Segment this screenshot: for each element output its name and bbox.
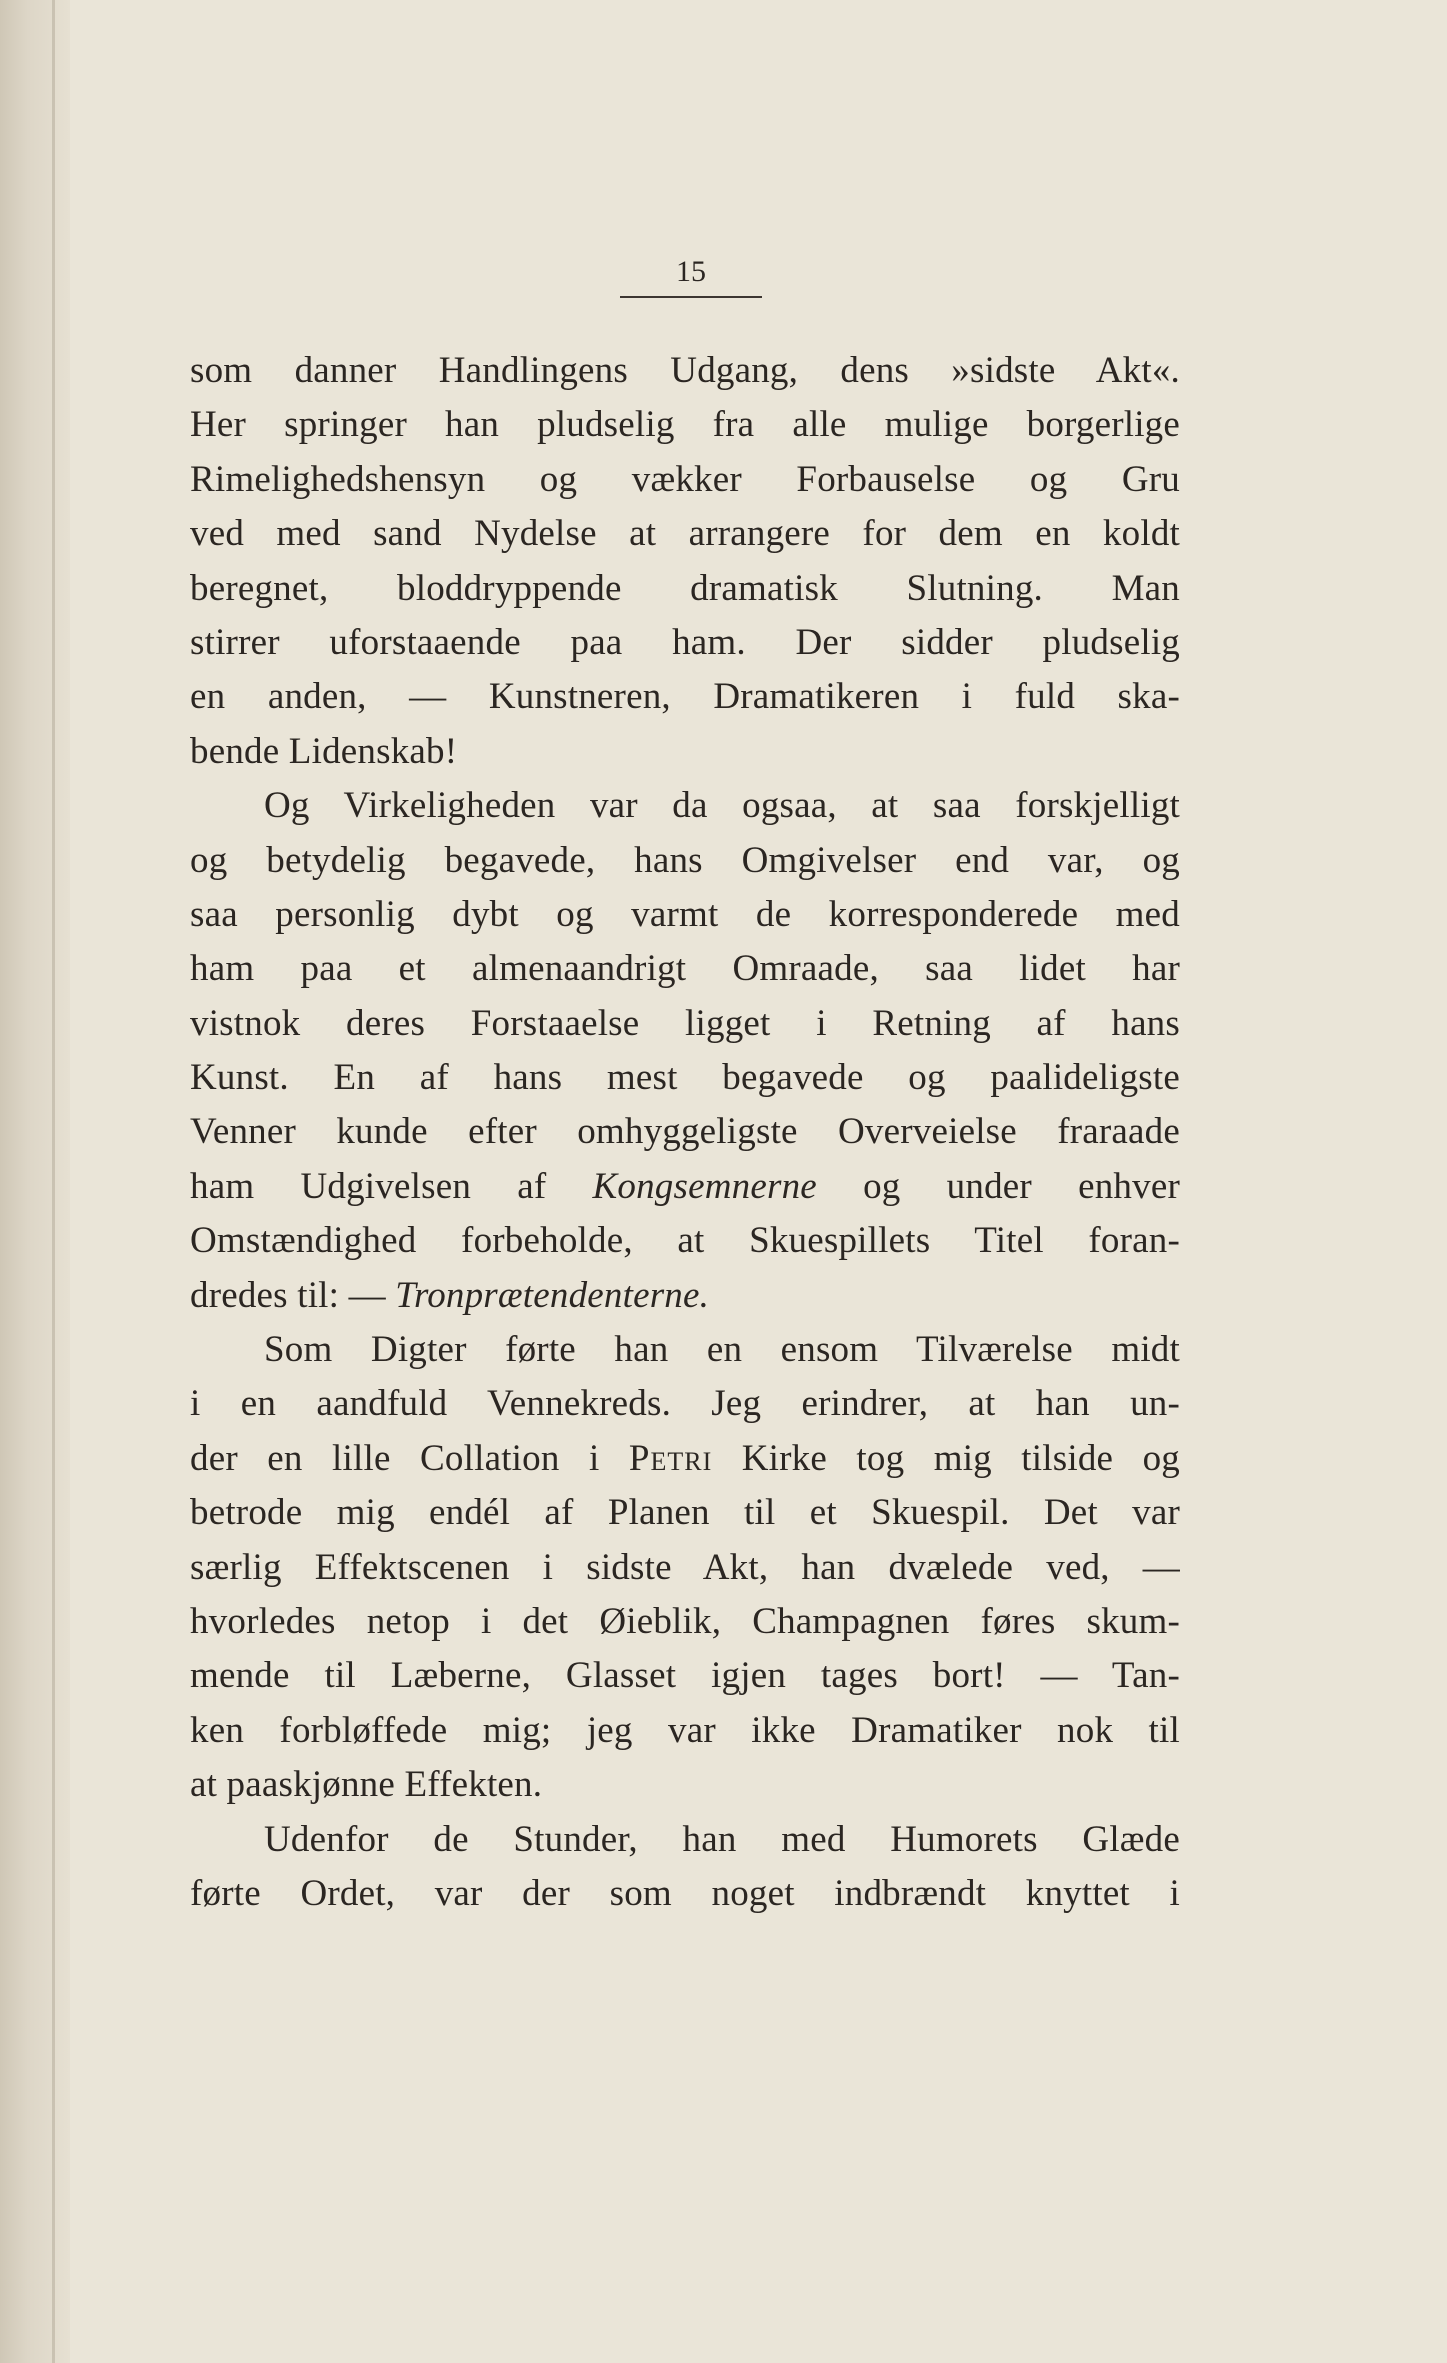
text-run: Og Virkeligheden var da ogsaa, at saa forskjelligt — [264, 785, 1180, 827]
text-line — [190, 725, 1180, 779]
text-run: beregnet, bloddryppende dramatisk Slutning. Man — [190, 567, 1180, 609]
text-line — [190, 1214, 1180, 1268]
text-run: at paaskjønne Effekten. — [190, 1764, 543, 1806]
text-run: Her springer han pludselig fra alle mulige borgerlige — [190, 404, 1180, 446]
text-run: hvorledes netop i det Øieblik, Champagnen føres skum- — [190, 1600, 1180, 1642]
text-line — [190, 1649, 1180, 1703]
text-run: Udenfor de Stunder, han med Humorets Glæde — [264, 1818, 1180, 1860]
text-line — [190, 1432, 1180, 1486]
text-run: dredes til: — — [190, 1274, 396, 1316]
text-line — [190, 344, 1180, 398]
text-run: og under enhver — [816, 1165, 1180, 1207]
text-line — [190, 670, 1180, 724]
page-number: 15 — [676, 255, 706, 288]
small-caps-name: Petri — [628, 1437, 713, 1479]
text-run: og betydelig begavede, hans Omgivelser end var, og — [190, 839, 1180, 881]
text-run: førte Ordet, var der som noget indbrændt knyttet i — [190, 1872, 1180, 1914]
text-line — [190, 779, 1180, 833]
text-run: ken forbløffede mig; jeg var ikke Dramatiker nok til — [190, 1709, 1180, 1751]
text-run: i en aandfuld Vennekreds. Jeg erindrer, at han un- — [190, 1383, 1180, 1425]
text-run: vistnok deres Forstaaelse ligget i Retning af hans — [190, 1002, 1180, 1044]
binding-edge — [52, 0, 55, 2363]
text-line — [190, 453, 1180, 507]
text-line — [190, 1105, 1180, 1159]
text-line — [190, 1160, 1180, 1214]
text-run: ham paa et almenaandrigt Omraade, saa lidet har — [190, 948, 1180, 990]
text-run: en anden, — Kunstneren, Dramatikeren i fuld ska- — [190, 676, 1180, 718]
text-line — [190, 1704, 1180, 1758]
header-rule — [620, 296, 762, 298]
text-line — [190, 888, 1180, 942]
text-line — [190, 616, 1180, 670]
text-run: som danner Handlingens Udgang, dens »sidste Akt«. — [190, 350, 1180, 391]
text-run: Rimelighedshensyn og vækker Forbauselse og Gru — [190, 458, 1180, 500]
text-line — [190, 1867, 1180, 1921]
text-line — [190, 1758, 1180, 1812]
text-line — [190, 1051, 1180, 1105]
body-text — [190, 344, 1180, 1921]
text-line — [190, 1269, 1180, 1323]
text-run: særlig Effektscenen i sidste Akt, han dvælede ved, — — [190, 1546, 1180, 1588]
text-run: mende til Læberne, Glasset igjen tages bort! — Tan- — [190, 1655, 1180, 1697]
text-run: ham Udgivelsen af — [190, 1165, 593, 1207]
text-line — [190, 398, 1180, 452]
text-line — [190, 1486, 1180, 1540]
text-run: bende Lidenskab! — [190, 730, 458, 772]
text-run: ved med sand Nydelse at arrangere for dem en koldt — [190, 513, 1180, 555]
text-line — [190, 1595, 1180, 1649]
text-run: Kunst. En af hans mest begavede og paalideligste — [190, 1057, 1180, 1099]
text-line — [190, 997, 1180, 1051]
text-line — [190, 1541, 1180, 1595]
text-line — [190, 834, 1180, 888]
italic-title: Tronprætendenterne. — [395, 1274, 710, 1316]
text-line — [190, 1813, 1180, 1867]
page-header — [620, 254, 762, 298]
text-run: Som Digter førte han en ensom Tilværelse midt — [264, 1329, 1180, 1371]
text-line — [190, 1377, 1180, 1431]
text-line — [190, 562, 1180, 616]
page-gutter-shadow — [0, 0, 70, 2363]
text-line — [190, 507, 1180, 561]
text-run: betrode mig endél af Planen til et Skuespil. Det var — [190, 1492, 1180, 1534]
italic-title: Kongsemnerne — [592, 1165, 817, 1207]
text-line — [190, 1323, 1180, 1377]
text-run: Kirke tog mig tilside og — [712, 1437, 1180, 1479]
text-run: saa personlig dybt og varmt de korresponderede med — [190, 893, 1180, 935]
text-run: Venner kunde efter omhyggeligste Overveielse fraraade — [190, 1111, 1180, 1153]
text-run: stirrer uforstaaende paa ham. Der sidder pludselig — [190, 621, 1180, 663]
text-run: der en lille Collation i — [190, 1437, 629, 1479]
text-run: Omstændighed forbeholde, at Skuespillets Titel foran- — [190, 1220, 1180, 1262]
text-line — [190, 942, 1180, 996]
